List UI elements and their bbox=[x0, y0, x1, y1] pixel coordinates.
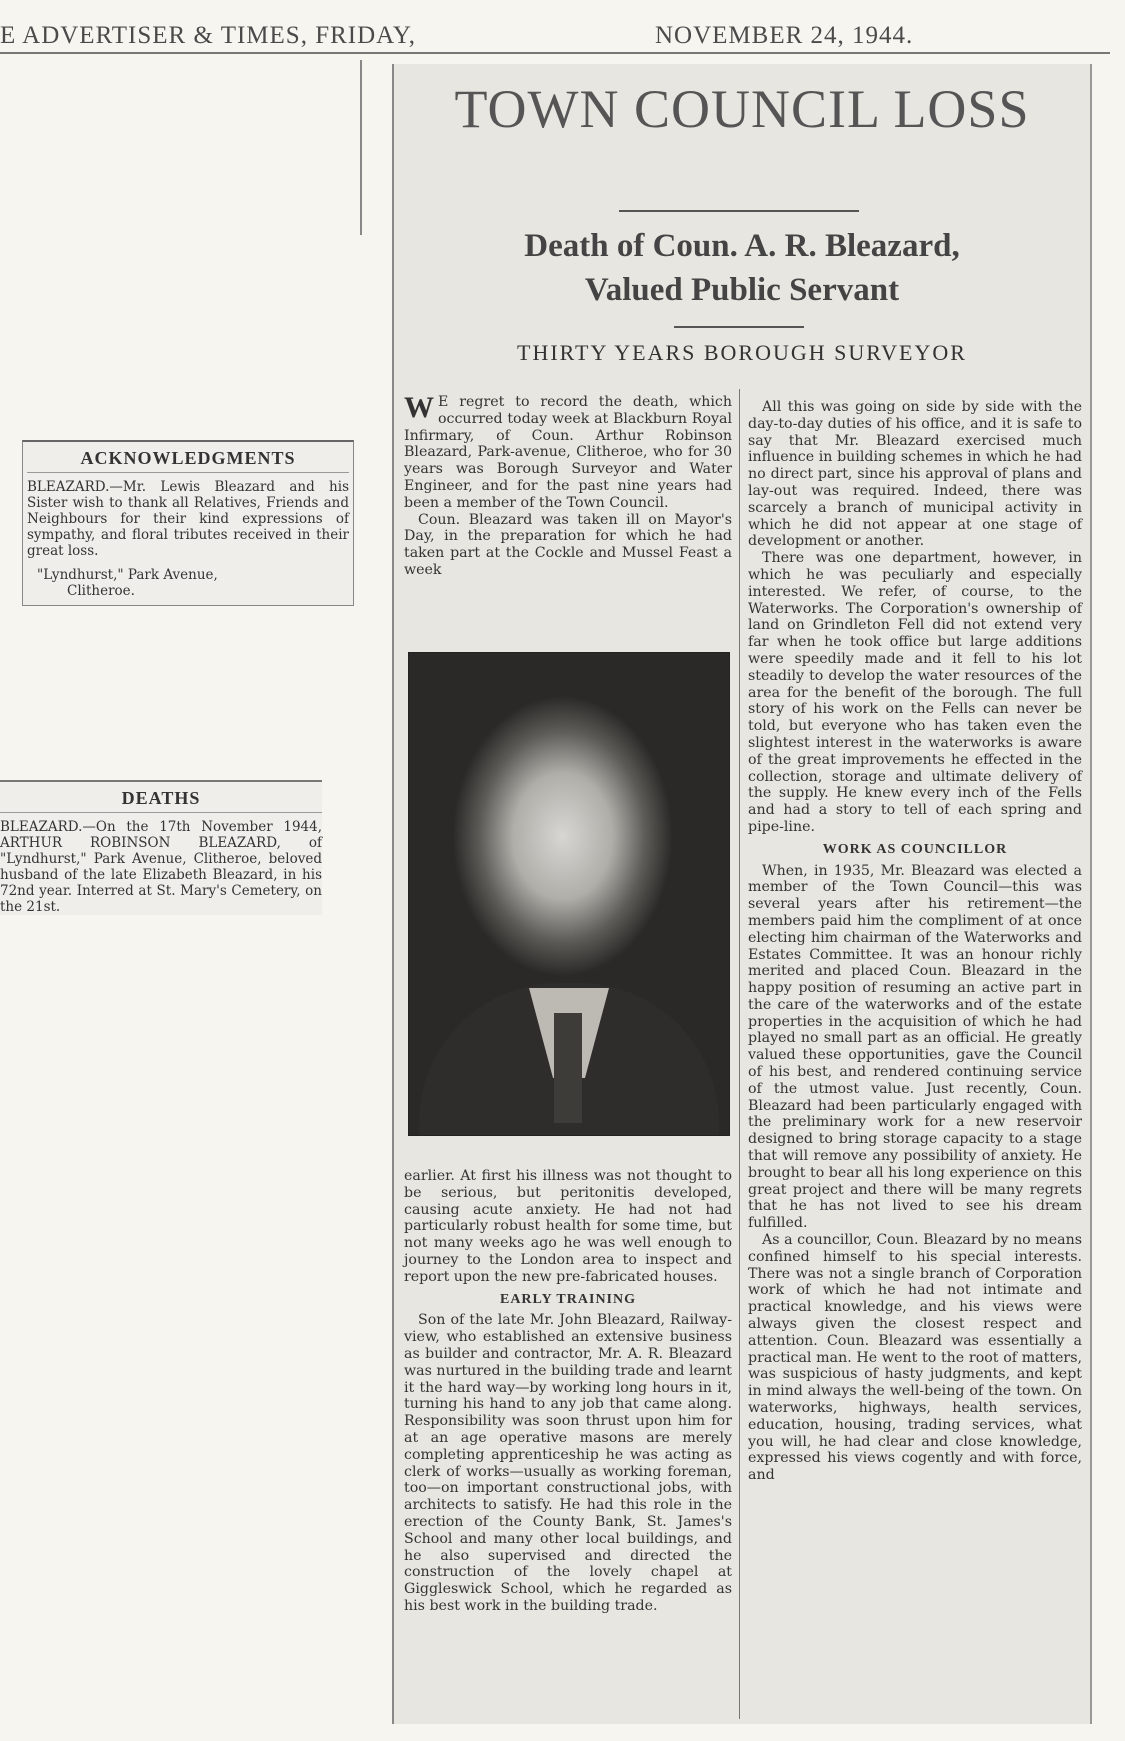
acknowledgments-address-line1: "Lyndhurst," Park Avenue, bbox=[37, 567, 218, 583]
newspaper-masthead bbox=[0, 18, 1110, 54]
article-paragraph: Coun. Bleazard was taken ill on Mayor's Day, in the preparation for which he had taken part at the Cockle and Mussel Feast a week bbox=[404, 511, 732, 578]
article-paragraph: When, in 1935, Mr. Bleazard was elected a member of the Town Council—this was several years after his retirement—the members paid him the compliment of at once electing him chairman of the Waterworks and Estates Committee. It was an honour richly merited and placed Coun. Bleazard in the happy position of resuming an active part in the care of the waterworks and of the estate properties in the acquisition of which he had played no small part as an official. He greatly valued these opportunities, gave the Council of his best, and rendered continuing service of the utmost value. Just recently, Coun. Bleazard had been particularly engaged with the preliminary work for a new reservoir designed to bring storage capacity to a stage that will remove any possibility of anxiety. He brought to bear all his long experience on this great project and there will be many regrets that he has not lived to see his dream fulfilled. bbox=[748, 862, 1082, 1232]
masthead-paper-name: E ADVERTISER & TIMES, FRIDAY, bbox=[0, 22, 416, 49]
article-paragraph: As a councillor, Coun. Bleazard by no means confined himself to his special interests. There was not a single branch of Corporation work of which he had not intimate and practical knowledge, and his views were always given the closest respect and attention. Coun. Bleazard was essentially a practical man. He went to the root of matters, was suspicious of hasty judgments, and kept in mind always the well-being of the town. On waterworks, highways, health services, education, housing, trading services, what you will, he had clear and close knowledge, expressed his views cogently and with force, and bbox=[748, 1232, 1082, 1484]
article-column-right bbox=[748, 399, 1082, 1484]
article-paragraph: Son of the late Mr. John Bleazard, Railway-view, who established an extensive business as builder and contractor, Mr. A. R. Bleazard was nurtured in the building trade and learnt it the hard way—by working long hours in it, turning his hand to any job that came along. Responsibility was soon thrust upon him for at an age operative masons are merely completing apprenticeship he was acting as clerk of works—usually as working foreman, too—on important constructional jobs, with architects to satisfy. He had this role in the erection of the County Bank, St. James's School and many other local buildings, and he also supervised and directed the construction of the lovely chapel at Giggleswick School, which he regarded as his best work in the building trade. bbox=[404, 1312, 732, 1614]
deaths-title: DEATHS bbox=[0, 790, 322, 813]
section-heading-early-training: EARLY TRAINING bbox=[499, 1291, 636, 1307]
column-divider bbox=[739, 389, 740, 1719]
drop-cap: W bbox=[404, 391, 434, 424]
article-subhead-line2: Valued Public Servant bbox=[584, 272, 900, 308]
column-rule bbox=[360, 60, 362, 235]
acknowledgments-title: ACKNOWLEDGMENTS bbox=[27, 450, 349, 473]
acknowledgments-address-line2: Clitheroe. bbox=[67, 583, 135, 599]
article-paragraph: earlier. At first his illness was not thought to be serious, but peritonitis developed, causing acute anxiety. He had not had particularly robust health for some time, but not many weeks ago he was well enough to journey to the London area to inspect and report upon the new pre-fabricated houses. bbox=[404, 1168, 732, 1285]
article-paragraph: There was one department, however, in which he was peculiarly and especially interested. We refer, of course, to the Waterworks. The Corporation's ownership of land on Grindleton Fell did not extend very far when he took office but large additions were speedily made and it fell to his lot steadily to develop the water resources of the area for the benefit of the borough. The full story of his work on the Fells can never be told, but everyone who has taken even the slightest interest in the waterworks is aware of the great improvements he effected in the collection, storage and ultimate delivery of the supply. He knew every inch of the Fells and had a story to tell of each spring and pipe-line. bbox=[748, 550, 1082, 835]
headline-rule bbox=[619, 210, 859, 212]
article-subhead-line1: Death of Coun. A. R. Bleazard, bbox=[524, 228, 960, 264]
article-headline: TOWN COUNCIL LOSS bbox=[454, 79, 1030, 139]
photo-tie bbox=[554, 1013, 582, 1123]
acknowledgments-text: BLEAZARD.—Mr. Lewis Bleazard and his Sister wish to thank all Relatives, Friends and Neighbours for their kind expressions of sympathy, and floral tributes received in their great loss. bbox=[27, 479, 349, 559]
deaths-notice bbox=[0, 780, 322, 915]
article-paragraph bbox=[404, 391, 732, 512]
article-deck: THIRTY YEARS BOROUGH SURVEYOR bbox=[517, 340, 967, 365]
article-column-left-top bbox=[404, 391, 732, 579]
article-column-left-bottom bbox=[404, 1168, 732, 1615]
acknowledgments-notice bbox=[22, 440, 354, 606]
section-heading-work-as-councillor: WORK AS COUNCILLOR bbox=[822, 841, 1008, 857]
portrait-photo bbox=[408, 652, 730, 1136]
paragraph-text: E regret to record the death, which occurred today week at Blackburn Royal Infirmary, of Coun. Arthur Robinson Bleazard, Park-avenue, Clitheroe, who for 30 years was Borough Surveyor and Water Engineer, and for the past nine years had been a member of the Town Council. bbox=[404, 394, 732, 511]
article-paragraph: All this was going on side by side with the day-to-day duties of his office, and it is safe to say that Mr. Bleazard exercised much influence in building schemes in which he had no direct part, since his approval of plans and lay-out was required. Indeed, there was scarcely a branch of municipal activity in which he did not appear at one stage of development or another. bbox=[748, 399, 1082, 550]
deaths-text: BLEAZARD.—On the 17th November 1944, ARTHUR ROBINSON BLEAZARD, of "Lyndhurst," Park Avenue, Clitheroe, beloved husband of the late Elizabeth Bleazard, in his 72nd year. Interred at St. Mary's Cemetery, on the 21st. bbox=[0, 819, 322, 915]
subhead-rule bbox=[674, 326, 804, 328]
masthead-date: NOVEMBER 24, 1944. bbox=[655, 22, 914, 49]
news-article bbox=[392, 64, 1092, 1724]
